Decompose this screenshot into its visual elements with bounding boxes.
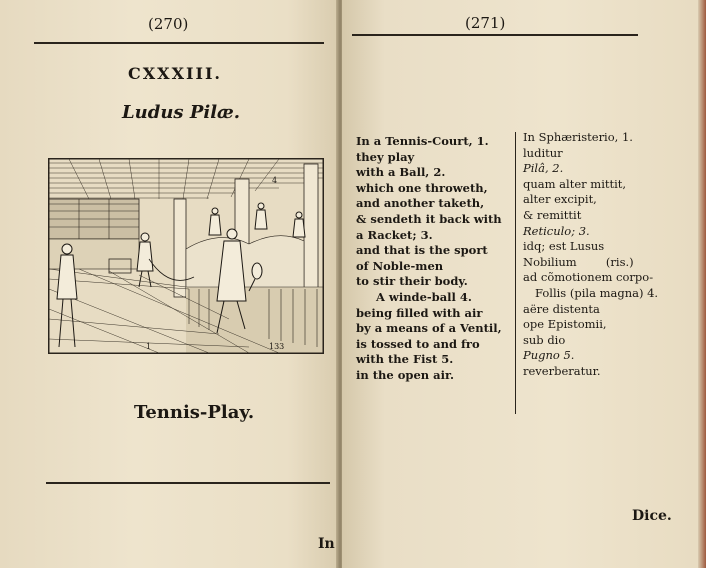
column-divider bbox=[515, 132, 516, 414]
right-header-rule bbox=[352, 34, 638, 36]
latin-line: alter excipit, bbox=[523, 192, 597, 207]
english-line: a Racket; 3. bbox=[356, 227, 433, 242]
plate-label-corner: 133 bbox=[269, 342, 285, 351]
english-line: In a Tennis-Court, 1. bbox=[356, 134, 489, 148]
latin-line: Pilâ, 2. bbox=[523, 161, 564, 176]
latin-line: Follis (pila magna) 4. bbox=[535, 285, 659, 300]
latin-line: Nobilium (ris.) bbox=[523, 254, 634, 269]
latin-line: ad cõmotionem corpo- bbox=[523, 270, 654, 285]
english-line: & sendeth it back with bbox=[356, 211, 502, 226]
latin-title: Ludus Pilæ. bbox=[122, 102, 241, 123]
left-page-number: (270) bbox=[148, 15, 189, 33]
english-text-column bbox=[356, 134, 502, 384]
english-line: of Noble-men bbox=[356, 258, 444, 273]
latin-line: Pugno 5. bbox=[523, 348, 575, 363]
latin-text-column bbox=[523, 130, 658, 380]
latin-line: sub dio bbox=[523, 332, 566, 347]
latin-line: aëre distenta bbox=[523, 301, 600, 316]
tennis-court-engraving bbox=[49, 159, 323, 353]
book-cover-edge bbox=[698, 0, 706, 568]
english-caption: Tennis-Play. bbox=[134, 402, 255, 423]
chapter-number: CXXXIII. bbox=[128, 64, 222, 83]
plate-label-main: 1 bbox=[146, 342, 152, 351]
latin-line: quam alter mittit, bbox=[523, 176, 627, 191]
latin-line: ope Epistomii, bbox=[523, 317, 607, 332]
left-page bbox=[0, 0, 338, 568]
english-line: is tossed to and fro bbox=[356, 336, 480, 351]
right-catchword: Dice. bbox=[632, 508, 672, 524]
english-line: A winde-ball 4. bbox=[376, 289, 472, 304]
english-line: to stir their body. bbox=[356, 274, 468, 289]
latin-line: luditur bbox=[523, 145, 563, 160]
left-catchword: In bbox=[318, 536, 335, 552]
english-line: they play bbox=[356, 149, 415, 164]
english-line: in the open air. bbox=[356, 367, 454, 382]
english-line: being filled with air bbox=[356, 305, 483, 320]
english-line: by a means of a Ventil, bbox=[356, 321, 502, 336]
latin-line: In Sphæristerio, 1. bbox=[523, 130, 633, 144]
left-header-rule bbox=[34, 42, 324, 44]
english-line: with the Fist 5. bbox=[356, 352, 454, 367]
latin-line: reverberatur. bbox=[523, 363, 601, 378]
right-page-number: (271) bbox=[465, 14, 506, 32]
english-line: which one throweth, bbox=[356, 180, 488, 195]
english-line: and another taketh, bbox=[356, 196, 485, 211]
left-footer-rule bbox=[46, 482, 330, 484]
english-line: with a Ball, 2. bbox=[356, 165, 446, 180]
plate-label-figure: 4 bbox=[272, 176, 278, 185]
latin-line: idq; est Lusus bbox=[523, 239, 605, 254]
engraving-illustration bbox=[48, 158, 324, 354]
latin-line: Reticulo; 3. bbox=[523, 223, 590, 238]
english-line: and that is the sport bbox=[356, 243, 488, 258]
latin-line: & remittit bbox=[523, 207, 582, 222]
